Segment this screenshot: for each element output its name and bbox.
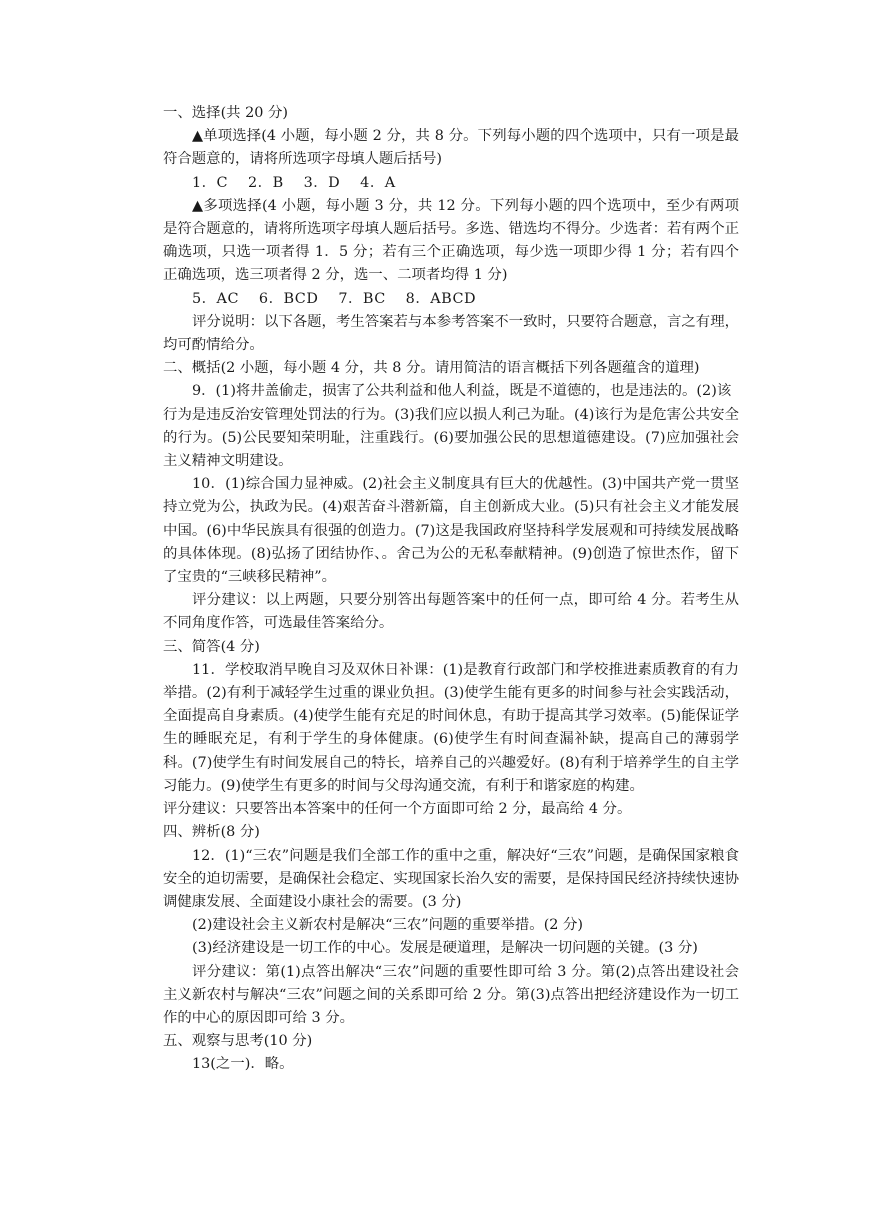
question-9-part-a: 9．(1)将井盖偷走，损害了公共利益和他人利益，既是不道德的，也是违法的。(2)该 xyxy=(192,383,732,400)
question-11: 11．学校取消早晚自习及双休日补课：(1)是教育行政部门和学校推进素质教育的有力举措。(2)有利于减轻学生过重的课业负担。(3)使学生能有更多的时间参与社会实践活动，全面提高自身素质。(4)使学生能有充足的时间休息，有助于提高其学习效率。(5)能保证学生的睡眠充足，有利于学生的身体健康。(6)使学生有时间查漏补缺，提高自己的薄弱学科。(7)使学生有时间发展自己的特长，培养自己的兴趣爱好。(8)有利于培养学生的自主学习能力。(9)使学生有更多的时间与父母沟通交流，有利于和谐家庭的构建。 xyxy=(163,661,739,794)
scoring-note-2: 评分建议：以上两题，只要分别答出每题答案中的任何一点，即可给 4 分。若考生从不同角度作答，可选最佳答案给分。 xyxy=(163,592,739,632)
question-12-point-3: (3)经济建设是一切工作的中心。发展是硬道理，是解决一切问题的关键。(3 分) xyxy=(192,940,698,957)
question-10: 10．(1)综合国力显神威。(2)社会主义制度具有巨大的优越性。(3)中国共产党一贯坚持立党为公，执政为民。(4)艰苦奋斗潜新篇，自主创新成大业。(5)只有社会主义才能发展中国。(6)中华民族具有很强的创造力。(7)这是我国政府坚持科学发展观和可持续发展战略的具体体现。(8)弘扬了团结协作、。舍己为公的无私奉献精神。(9)创造了惊世杰作，留下了宝贵的“三峡移民精神”。 xyxy=(163,476,739,586)
section-3-title: 三、简答(4 分) xyxy=(163,638,260,655)
question-9-part-b: 行为是违反治安管理处罚法的行为。(3)我们应以损人利己为耻。(4)该行为是危害公共安全的行为。(5)公民要知荣明耻，注重践行。(6)要加强公民的思想道德建设。(7)应加强社会主义精神文明建设。 xyxy=(163,406,739,470)
single-choice-answers: 1．C 2．B 3．D 4．A xyxy=(192,174,396,191)
single-choice-instructions: ▲单项选择(4 小题，每小题 2 分，共 8 分。下列每小题的四个选项中，只有一项是最符合题意的，请将所选项字母填人题后括号) xyxy=(163,128,739,168)
scoring-note-4: 评分建议：第(1)点答出解决“三农”问题的重要性即可给 3 分。第(2)点答出建设社会主义新农村与解决“三农”问题之间的关系即可给 2 分。第(3)点答出把经济建设作为一切工作的中心的原因即可给 3 分。 xyxy=(163,963,739,1026)
question-12-point-2: (2)建设社会主义新农村是解决“三农”问题的重要举措。(2 分) xyxy=(192,917,584,934)
answer-document xyxy=(163,102,739,1077)
scoring-note-3: 评分建议：只要答出本答案中的任何一个方面即可给 2 分，最高给 4 分。 xyxy=(163,801,632,818)
multi-choice-answers: 5．AC 6．BCD 7．BC 8．ABCD xyxy=(192,290,477,307)
question-13: 13(之一)．略。 xyxy=(192,1056,294,1073)
section-4-title: 四、辨析(8 分) xyxy=(163,824,260,841)
scoring-note-1: 评分说明：以下各题，考生答案若与本参考答案不一致时，只要符合题意，言之有理，均可酌情给分。 xyxy=(163,313,739,354)
section-1-title: 一、选择(共 20 分) xyxy=(163,105,289,121)
section-2-title: 二、概括(2 小题，每小题 4 分，共 8 分。请用简洁的语言概括下列各题蕴含的道理) xyxy=(163,360,700,377)
multi-choice-instructions: ▲多项选择(4 小题，每小题 3 分，共 12 分。下列每小题的四个选项中，至少有两项是符合题意的，请将所选项字母填人题后括号。多选、错选均不得分。少选者：若有两个正确选项，只选一项者得 1．5 分；若有三个正确选项，每少选一项即少得 1 分；若有四个正确选项，选三项者得 2 分，选一、二项者均得 1 分) xyxy=(163,197,739,284)
section-5-title: 五、观察与思考(10 分) xyxy=(163,1033,313,1050)
question-12-point-1: 12．(1)“三农”问题是我们全部工作的重中之重，解决好“三农”问题，是确保国家粮食安全的迫切需要，是确保社会稳定、实现国家长治久安的需要，是保持国民经济持续快速协调健康发展、全面建设小康社会的需要。(3 分) xyxy=(163,847,739,910)
